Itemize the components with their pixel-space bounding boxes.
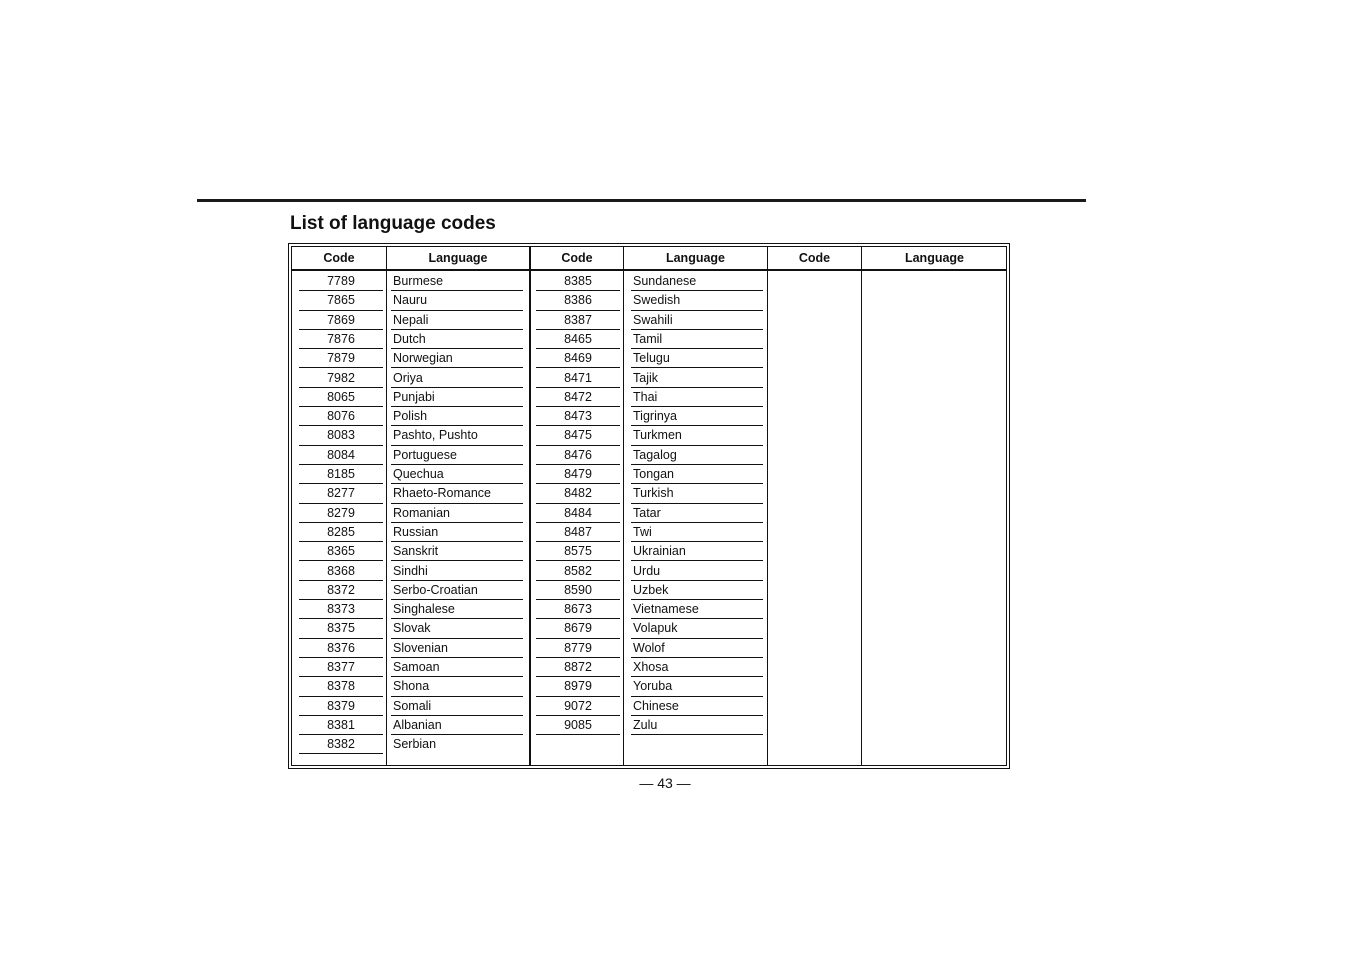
language-cell: Slovenian [391,639,523,658]
code-cell: 8471 [536,369,620,388]
code-cell: 8472 [536,388,620,407]
code-cell: 7869 [299,311,383,330]
header-code-1: Code [323,251,355,265]
page-number: — 43 — [639,775,691,791]
code-cell: 8475 [536,426,620,445]
language-cell: Portuguese [391,446,523,465]
column-divider [386,247,387,765]
language-cell: Nauru [391,291,523,310]
code-cell: 8381 [299,716,383,735]
code-cell: 8076 [299,407,383,426]
code-cell: 8469 [536,349,620,368]
code-cell: 8385 [536,272,620,291]
language-cell: Samoan [391,658,523,677]
language-cell: Tigrinya [631,407,763,426]
code-cell: 8083 [299,426,383,445]
code-cell: 8368 [299,562,383,581]
language-cell: Tajik [631,369,763,388]
language-cell: Pashto, Pushto [391,426,523,445]
code-cell: 7879 [299,349,383,368]
header-language-1: Language [428,251,488,265]
language-cell: Sindhi [391,562,523,581]
code-cell: 8277 [299,484,383,503]
language-cell: Urdu [631,562,763,581]
code-cell: 8279 [299,504,383,523]
column-divider [767,247,768,765]
code-cell: 8484 [536,504,620,523]
code-cell: 8373 [299,600,383,619]
language-cell: Vietnamese [631,600,763,619]
language-cell: Serbo-Croatian [391,581,523,600]
code-cell: 9072 [536,697,620,716]
language-cell: Zulu [631,716,763,735]
code-cell: 7865 [299,291,383,310]
language-cell: Turkish [631,484,763,503]
header-code-3: Code [798,251,831,265]
code-cell: 8084 [299,446,383,465]
language-cell: Somali [391,697,523,716]
code-cell: 8487 [536,523,620,542]
group-divider [529,247,531,765]
code-cell: 8779 [536,639,620,658]
code-cell: 8473 [536,407,620,426]
language-cell: Volapuk [631,619,763,638]
code-cell: 8679 [536,619,620,638]
language-cell: Romanian [391,504,523,523]
code-cell: 8575 [536,542,620,561]
code-cell: 8482 [536,484,620,503]
code-cell: 8376 [299,639,383,658]
language-cell: Thai [631,388,763,407]
top-divider [197,199,1086,202]
language-cell: Wolof [631,639,763,658]
code-cell: 8476 [536,446,620,465]
code-cell: 8979 [536,677,620,696]
language-cell: Burmese [391,272,523,291]
code-cell: 8387 [536,311,620,330]
language-cell: Swedish [631,291,763,310]
code-cell: 9085 [536,716,620,735]
code-cell: 8386 [536,291,620,310]
language-cell: Uzbek [631,581,763,600]
language-cell: Russian [391,523,523,542]
language-cell: Ukrainian [631,542,763,561]
code-cell: 8590 [536,581,620,600]
language-cell: Albanian [391,716,523,735]
header-code-2: Code [561,251,593,265]
language-cell: Punjabi [391,388,523,407]
code-cell: 8185 [299,465,383,484]
language-cell: Chinese [631,697,763,716]
language-cell: Turkmen [631,426,763,445]
language-cell: Quechua [391,465,523,484]
code-cell: 8379 [299,697,383,716]
code-cell: 8377 [299,658,383,677]
language-cell: Shona [391,677,523,696]
language-cell: Polish [391,407,523,426]
language-cell: Slovak [391,619,523,638]
column-divider [861,247,862,765]
language-cell: Serbian [393,737,437,752]
language-cell: Sanskrit [391,542,523,561]
language-cell: Xhosa [631,658,763,677]
code-cell: 8872 [536,658,620,677]
language-cell: Oriya [391,369,523,388]
header-language-2: Language [665,251,726,265]
language-cell: Nepali [391,311,523,330]
code-cell: 7876 [299,330,383,349]
code-cell: 8378 [299,677,383,696]
code-cell: 8365 [299,542,383,561]
header-language-3: Language [904,251,965,265]
code-cell: 8375 [299,619,383,638]
language-cell: Norwegian [391,349,523,368]
language-cell: Telugu [631,349,763,368]
language-cell: Tamil [631,330,763,349]
page-title: List of language codes [290,213,496,234]
code-cell: 8372 [299,581,383,600]
language-cell: Tongan [631,465,763,484]
code-cell: 8479 [536,465,620,484]
language-cell: Sundanese [631,272,763,291]
language-cell: Yoruba [631,677,763,696]
column-divider [623,247,624,765]
code-cell: 8382 [299,735,383,754]
language-cell: Singhalese [391,600,523,619]
language-cell: Swahili [631,311,763,330]
code-cell: 8285 [299,523,383,542]
code-cell: 8673 [536,600,620,619]
language-cell: Twi [631,523,763,542]
language-code-table [288,243,1010,769]
language-cell: Rhaeto-Romance [391,484,523,503]
code-cell: 7789 [299,272,383,291]
language-cell: Tatar [631,504,763,523]
code-cell: 8065 [299,388,383,407]
table-inner-frame [291,246,1007,766]
language-cell: Dutch [391,330,523,349]
code-cell: 8465 [536,330,620,349]
header-divider [292,269,1006,271]
code-cell: 7982 [299,369,383,388]
language-cell: Tagalog [631,446,763,465]
code-cell: 8582 [536,562,620,581]
